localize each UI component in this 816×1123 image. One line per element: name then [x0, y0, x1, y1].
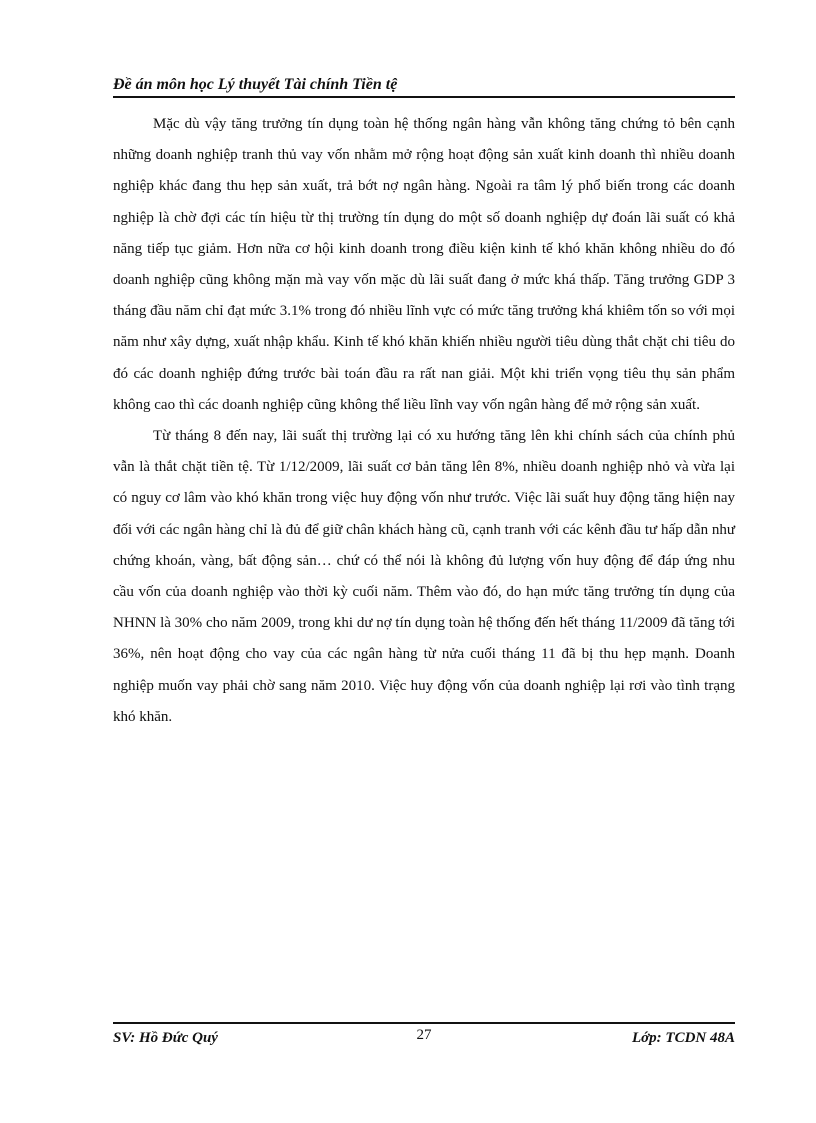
document-body — [113, 109, 735, 733]
paragraph: Mặc dù vậy tăng trưởng tín dụng toàn hệ thống ngân hàng vẫn không tăng chứng tỏ bên cạnh những doanh nghiệp tranh thủ vay vốn nhằm mở rộng hoạt động sản xuất kinh doanh thì nhiều doanh nghiệp khác đang thu hẹp sản xuất, trả bớt nợ ngân hàng. Ngoài ra tâm lý phổ biến trong các doanh nghiệp là chờ đợi các tín hiệu từ thị trường tín dụng do một số doanh nghiệp dự đoán lãi suất có khả năng tiếp tục giảm. Hơn nữa cơ hội kinh doanh trong điều kiện kinh tế khó khăn không nhiều do đó doanh nghiệp cũng không mặn mà vay vốn mặc dù lãi suất đang ở mức khá thấp. Tăng trưởng GDP 3 tháng đầu năm chỉ đạt mức 3.1% trong đó nhiều lĩnh vực có mức tăng trưởng khá khiêm tốn so với mọi năm như xây dựng, xuất nhập khẩu. Kinh tế khó khăn khiến nhiều người tiêu dùng thắt chặt chi tiêu do đó các doanh nghiệp đứng trước bài toán đầu ra rất nan giải. Một khi triển vọng tiêu thụ sản phẩm không cao thì các doanh nghiệp cũng không thể liều lĩnh vay vốn ngân hàng để mở rộng sản xuất. — [113, 116, 735, 413]
page-header — [113, 70, 735, 98]
page-number: 27 — [416, 1027, 432, 1043]
paragraph: Từ tháng 8 đến nay, lãi suất thị trường lại có xu hướng tăng lên khi chính sách của chính phủ vẫn là thắt chặt tiền tệ. Từ 1/12/2009, lãi suất cơ bản tăng lên 8%, nhiều doanh nghiệp nhỏ và vừa lại có nguy cơ lâm vào khó khăn trong việc huy động vốn như trước. Việc lãi suất huy động tăng hiện nay đối với các ngân hàng chỉ là đủ để giữ chân khách hàng cũ, cạnh tranh với các kênh đầu tư hấp dẫn như chứng khoán, vàng, bất động sản… chứ có thể nói là không đủ lượng vốn huy động để đáp ứng nhu cầu vốn của doanh nghiệp vào thời kỳ cuối năm. Thêm vào đó, do hạn mức tăng trưởng tín dụng của NHNN là 30% cho năm 2009, trong khi dư nợ tín dụng toàn hệ thống đến hết tháng 11/2009 đã tăng tới 36%, nên hoạt động cho vay của các ngân hàng từ nửa cuối tháng 11 đã bị thu hẹp mạnh. Doanh nghiệp muốn vay phải chờ sang năm 2010. Việc huy động vốn của doanh nghiệp lại rơi vào tình trạng khó khăn. — [113, 428, 735, 725]
header-rule — [113, 96, 735, 98]
page-footer — [113, 1022, 735, 1052]
header-title: Đề án môn học Lý thuyết Tài chính Tiền tệ — [113, 76, 398, 93]
footer-class-label: Lớp: TCDN 48A — [631, 1030, 735, 1046]
footer-student-name: SV: Hồ Đức Quý — [113, 1030, 218, 1046]
footer-rule — [113, 1022, 735, 1024]
